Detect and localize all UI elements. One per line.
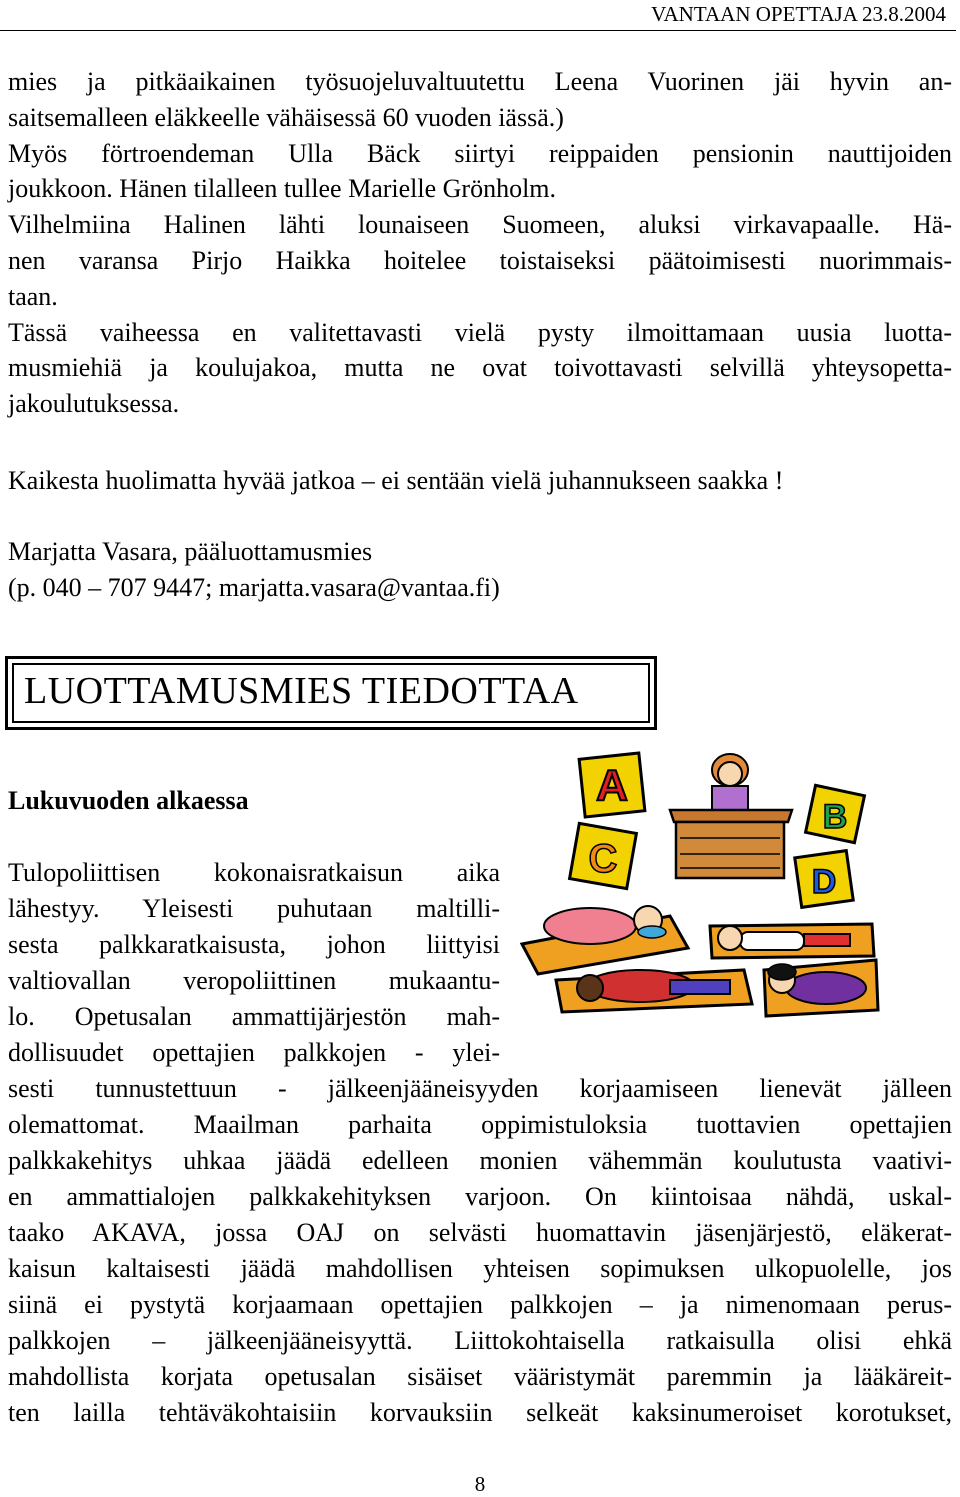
letter-block-c [570, 823, 637, 888]
article-line: mahdollista korjata opetusalan sisäiset vääristymät paremmin ja lääkäreit- [8, 1362, 952, 1391]
article-line: sesta palkkaratkaisusta, johon liittyisi [8, 930, 500, 959]
teacher-desk [670, 810, 792, 878]
running-header [0, 0, 956, 31]
article-line: palkkojen – jälkeenjääneisyyttä. Liittokohtaisella ratkaisulla olisi ehkä [8, 1326, 952, 1355]
signature-block [8, 534, 952, 606]
article-line: lähestyy. Yleisesti puhutaan maltilli- [8, 894, 500, 923]
classroom-illustration [520, 748, 880, 1018]
article-line: olemattomat. Maailman parhaita oppimistuloksia tuottavien opettajien [8, 1110, 952, 1139]
child-figure [544, 908, 636, 944]
article-full-width-text [8, 1071, 952, 1431]
intro-line: nen varansa Pirjo Haikka hoitelee toistaiseksi päätoimisesti nuorimmais- [8, 245, 952, 275]
intro-line: joukkoon. Hänen tilalleen tullee Marielle Grönholm. [8, 174, 557, 204]
signature-contact: (p. 040 – 707 9447; marjatta.vasara@vantaa.fi) [8, 572, 500, 602]
section-banner-title: LUOTTAMUSMIES TIEDOTTAA [24, 670, 579, 712]
letter-block-a [579, 753, 645, 817]
article-narrow-column [8, 855, 500, 1071]
nap-mat [764, 960, 878, 1016]
intro-line: Vilhelmiina Halinen lähti lounaiseen Suomeen, aluksi virkavapaalle. Hä- [8, 210, 952, 240]
article-line: en ammattialojen palkkakehityksen varjoon. On kiintoisaa nähdä, uskal- [8, 1182, 952, 1211]
article-line: sesti tunnustettuun - jälkeenjääneisyyden korjaamiseen lienevät jälleen [8, 1074, 952, 1103]
article-line: Tulopoliittisen kokonaisratkaisun aika [8, 858, 500, 887]
article-line: siinä ei pystytä korjaamaan opettajien palkkojen – ja nimenomaan perus- [8, 1290, 952, 1319]
letter-block-d [795, 851, 853, 908]
child-figure [786, 972, 866, 1004]
intro-line: jakoulutuksessa. [8, 389, 180, 419]
letter-block-d-label: D [811, 863, 837, 901]
letter-block-a-label: A [596, 761, 628, 810]
article-line: kaisun kaltaisesti jäädä mahdollisen yhteisen sopimuksen ulkopuolelle, jos [8, 1254, 952, 1283]
intro-line: mies ja pitkäaikainen työsuojeluvaltuutettu Leena Vuorinen jäi hyvin an- [8, 67, 952, 96]
intro-paragraph [8, 64, 952, 422]
article-subheading: Lukuvuoden alkaessa [8, 786, 249, 815]
page-number: 8 [474, 1472, 486, 1496]
teacher-figure [712, 754, 748, 816]
closing-line: Kaikesta huolimatta hyvää jatkoa – ei sentään vielä juhannukseen saakka ! [8, 466, 784, 495]
running-header-title: VANTAAN OPETTAJA 23.8.2004 [651, 2, 946, 26]
nap-mat [522, 906, 688, 974]
intro-line: musmiehiä ja koulujakoa, mutta ne ovat toivottavasti selvillä yhteysopetta- [8, 353, 952, 383]
letter-block-b [806, 785, 865, 842]
article-line: ten lailla tehtäväkohtaisiin korvauksiin selkeät kaksinumeroiset korotukset, [8, 1398, 952, 1427]
intro-line: Myös förtroendeman Ulla Bäck siirtyi reippaiden pensionin nauttijoiden [8, 138, 952, 168]
letter-block-c-label: C [588, 837, 618, 881]
intro-line: saitsemalleen eläkkeelle vähäisessä 60 vuoden iässä.) [8, 102, 564, 132]
letter-block-b-label: B [822, 798, 848, 836]
article-line: lo. Opetusalan ammattijärjestön mah- [8, 1002, 500, 1031]
child-figure [740, 932, 804, 950]
article-line: palkkakehitys uhkaa jäädä edelleen monien vähemmän koulutusta vaativi- [8, 1146, 952, 1175]
nap-mat [556, 970, 752, 1012]
article-line: dollisuudet opettajien palkkojen - ylei- [8, 1038, 500, 1067]
intro-line: taan. [8, 281, 58, 311]
section-banner [5, 656, 657, 730]
article-line: valtiovallan veropoliittinen mukaantu- [8, 966, 500, 995]
nap-mat [710, 924, 874, 958]
article-line: taako AKAVA, jossa OAJ on selvästi huomattavin jäsenjärjestö, eläkerat- [8, 1218, 952, 1247]
intro-line: Tässä vaiheessa en valitettavasti vielä pysty ilmoittamaan uusia luotta- [8, 317, 952, 347]
signature-name: Marjatta Vasara, pääluottamusmies [8, 537, 373, 566]
